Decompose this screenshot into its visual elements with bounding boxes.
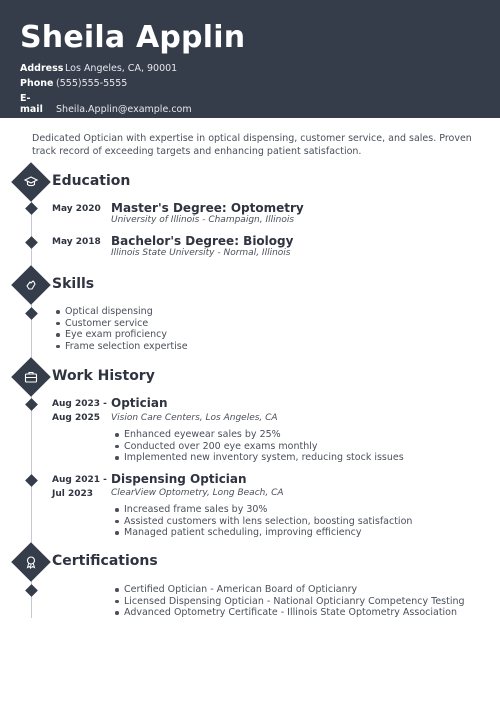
- list-item: Implemented new inventory system, reducing stock issues: [113, 452, 404, 464]
- job-bullets: [113, 504, 412, 539]
- job-title: Optician: [111, 396, 168, 410]
- briefcase-icon: [17, 363, 45, 391]
- job-date-end: Aug 2025: [52, 413, 100, 423]
- contact-label: E-mail: [20, 93, 43, 115]
- contact-value: (555)555-5555: [56, 78, 128, 89]
- list-item: Advanced Optometry Certificate - Illinois State Optometry Association: [113, 607, 465, 619]
- resume-header: [0, 0, 500, 118]
- education-school: University of Illinois - Champaign, Illinois: [111, 215, 295, 225]
- timeline-dot: [25, 584, 38, 597]
- timeline-dot: [25, 236, 38, 249]
- contact-address: [20, 63, 177, 74]
- graduation-cap-icon: [17, 168, 45, 196]
- list-item: Certified Optician - American Board of Opticianry: [113, 584, 465, 596]
- section-title-work-history: Work History: [52, 368, 155, 384]
- award-ribbon-icon: [17, 548, 45, 576]
- timeline-dot: [25, 202, 38, 215]
- list-item: Increased frame sales by 30%: [113, 504, 412, 516]
- education-school: Illinois State University - Normal, Illinois: [111, 248, 291, 258]
- list-item: Enhanced eyewear sales by 25%: [113, 429, 404, 441]
- job-bullets: [113, 429, 404, 464]
- timeline-dot: [25, 474, 38, 487]
- timeline-dot: [25, 398, 38, 411]
- hand-icon: [17, 271, 45, 299]
- section-title-skills: Skills: [52, 276, 95, 292]
- job-date-start: Aug 2021 -: [52, 475, 107, 485]
- skills-list: [54, 306, 188, 352]
- job-date-start: Aug 2023 -: [52, 399, 107, 409]
- contact-label: Address: [20, 63, 64, 74]
- candidate-name: Sheila Applin: [20, 20, 246, 55]
- education-degree: Bachelor's Degree: Biology: [111, 234, 294, 248]
- contact-value: Los Angeles, CA, 90001: [65, 63, 178, 74]
- contact-label: Phone: [20, 78, 54, 89]
- education-date: May 2020: [52, 204, 101, 214]
- section-title-certifications: Certifications: [52, 553, 158, 569]
- timeline-dot: [25, 307, 38, 320]
- list-item: Managed patient scheduling, improving efficiency: [113, 527, 412, 539]
- job-date-end: Jul 2023: [52, 489, 94, 499]
- job-company: Vision Care Centers, Los Angeles, CA: [111, 413, 278, 423]
- list-item: Frame selection expertise: [54, 341, 188, 353]
- professional-summary: Dedicated Optician with expertise in optical dispensing, customer service, and sales. Proven track record of exceeding targets and enhancing patient satisfaction.: [32, 133, 472, 157]
- contact-phone: [20, 78, 127, 89]
- job-company: ClearView Optometry, Long Beach, CA: [111, 488, 284, 498]
- job-title: Dispensing Optician: [111, 472, 247, 486]
- contact-value: Sheila.Applin@example.com: [56, 104, 192, 115]
- education-degree: Master's Degree: Optometry: [111, 201, 304, 215]
- list-item: Assisted customers with lens selection, boosting satisfaction: [113, 516, 412, 528]
- education-date: May 2018: [52, 237, 101, 247]
- contact-email: [20, 93, 192, 115]
- list-item: Optical dispensing: [54, 306, 188, 318]
- certifications-list: [113, 584, 465, 619]
- list-item: Eye exam proficiency: [54, 329, 188, 341]
- list-item: Conducted over 200 eye exams monthly: [113, 441, 404, 453]
- list-item: Licensed Dispensing Optician - National Opticianry Competency Testing: [113, 596, 465, 608]
- section-title-education: Education: [52, 173, 131, 189]
- list-item: Customer service: [54, 318, 188, 330]
